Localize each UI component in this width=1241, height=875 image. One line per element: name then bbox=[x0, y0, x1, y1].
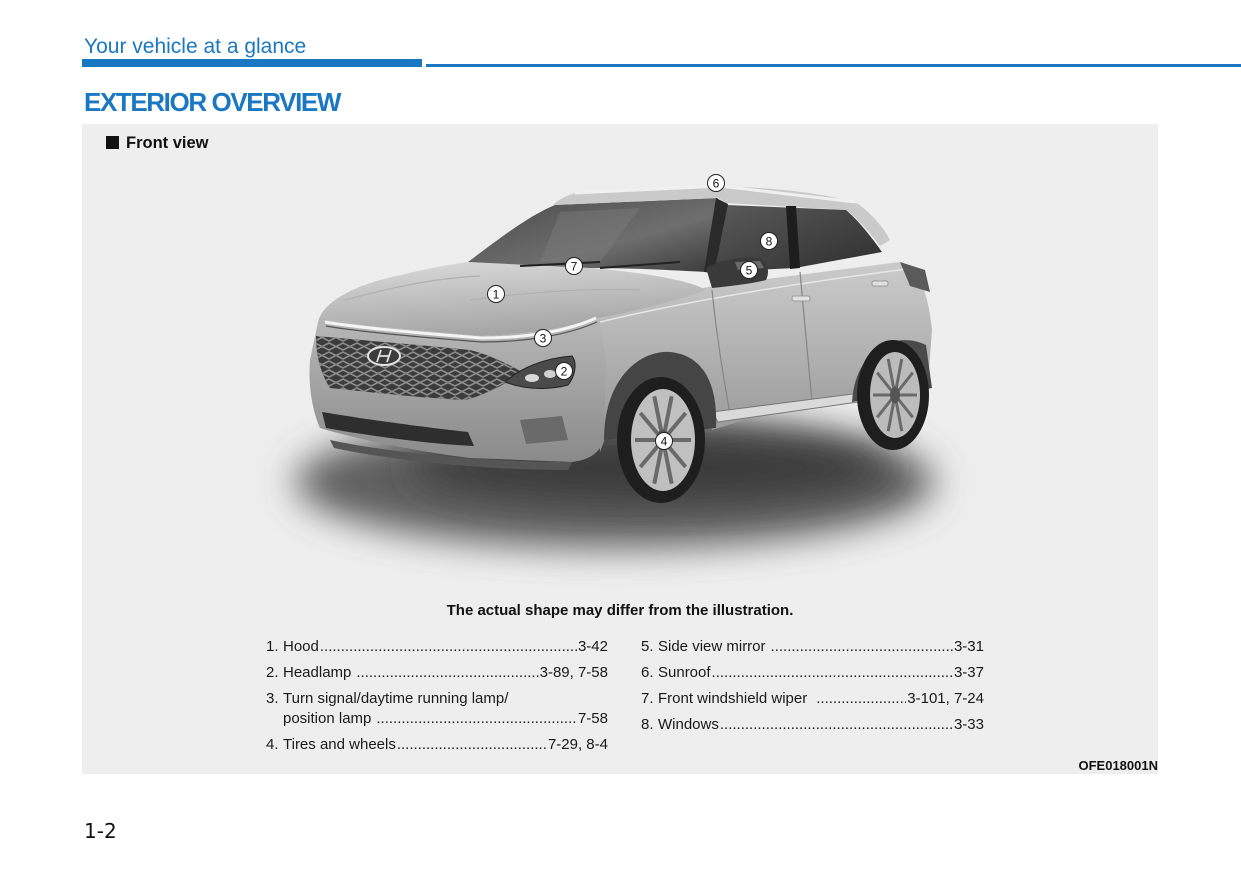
legend-item-pages: 7-29, 8-4 bbox=[547, 736, 608, 753]
legend-right-column bbox=[641, 637, 984, 741]
svg-text:8: 8 bbox=[765, 234, 773, 249]
car-rear-wheel bbox=[857, 340, 929, 450]
svg-text:5: 5 bbox=[745, 263, 753, 278]
legend-item-number: 8. bbox=[641, 716, 654, 733]
legend-item-4 bbox=[266, 735, 608, 755]
legend-item-label: Tires and wheels bbox=[283, 736, 396, 753]
legend-item-3 bbox=[266, 689, 608, 709]
page-number: 1-2 bbox=[84, 819, 117, 843]
legend-item-pages: 3-101, 7-24 bbox=[907, 690, 984, 707]
illustration-code: OFE018001N bbox=[1078, 758, 1158, 773]
legend-item-number: 7. bbox=[641, 690, 654, 707]
legend-item-pages: 3-42 bbox=[577, 638, 608, 655]
callout-1 bbox=[488, 286, 505, 303]
legend-item-number: 3. bbox=[266, 690, 279, 707]
svg-text:3: 3 bbox=[539, 331, 547, 346]
dot-leader bbox=[816, 689, 906, 709]
callout-2 bbox=[556, 363, 573, 380]
legend-item-label: Front windshield wiper bbox=[658, 690, 808, 707]
callout-7 bbox=[566, 258, 583, 275]
dot-leader bbox=[712, 663, 953, 683]
legend-left-column bbox=[266, 637, 608, 761]
legend-item-number: 2. bbox=[266, 664, 279, 681]
legend-item-label: Windows bbox=[658, 716, 719, 733]
legend-item-label-continued: position lamp bbox=[283, 710, 372, 727]
dot-leader bbox=[771, 637, 953, 657]
svg-text:6: 6 bbox=[712, 176, 720, 191]
legend-item-7 bbox=[641, 689, 984, 709]
page-title: EXTERIOR OVERVIEW bbox=[84, 87, 340, 117]
legend-item-6 bbox=[641, 663, 984, 683]
car-logo bbox=[368, 347, 400, 365]
legend-item-3-continued bbox=[266, 709, 608, 729]
legend-item-number: 5. bbox=[641, 638, 654, 655]
bullet-square-icon bbox=[106, 136, 119, 149]
legend-item-label: Hood bbox=[283, 638, 319, 655]
legend-item-label: Sunroof bbox=[658, 664, 711, 681]
legend-item-label: Headlamp bbox=[283, 664, 352, 681]
legend-item-label: Turn signal/daytime running lamp/ bbox=[283, 690, 509, 707]
dot-leader bbox=[320, 637, 577, 657]
legend-item-pages: 3-37 bbox=[953, 664, 984, 681]
legend-item-label: Side view mirror bbox=[658, 638, 766, 655]
figure-subtitle: Front view bbox=[126, 134, 209, 152]
legend-item-1 bbox=[266, 637, 608, 657]
svg-text:2: 2 bbox=[560, 364, 568, 379]
callout-6 bbox=[708, 175, 725, 192]
header-rule-thick bbox=[82, 59, 422, 67]
legend-item-number: 4. bbox=[266, 736, 279, 753]
callout-3 bbox=[535, 330, 552, 347]
svg-text:4: 4 bbox=[660, 434, 668, 449]
dot-leader bbox=[376, 709, 577, 729]
legend-item-2 bbox=[266, 663, 608, 683]
figure-caption: The actual shape may differ from the illustration. bbox=[446, 602, 794, 619]
svg-text:1: 1 bbox=[492, 287, 500, 302]
dot-leader bbox=[356, 663, 538, 683]
callout-5 bbox=[741, 262, 758, 279]
callout-4 bbox=[656, 433, 673, 450]
dot-leader bbox=[397, 735, 547, 755]
vehicle-illustration bbox=[82, 124, 1158, 774]
legend-item-pages: 3-89, 7-58 bbox=[539, 664, 608, 681]
header-rule-thin bbox=[426, 64, 1241, 67]
car-fog-area bbox=[520, 416, 568, 444]
legend-item-pages: 3-31 bbox=[953, 638, 984, 655]
legend-item-5 bbox=[641, 637, 984, 657]
svg-text:7: 7 bbox=[570, 259, 578, 274]
legend-item-number: 1. bbox=[266, 638, 279, 655]
section-title: Your vehicle at a glance bbox=[84, 35, 307, 58]
legend-item-8 bbox=[641, 715, 984, 735]
callout-8 bbox=[761, 233, 778, 250]
legend-item-number: 6. bbox=[641, 664, 654, 681]
car-door-handle-rear bbox=[872, 281, 888, 286]
legend-item-pages: 3-33 bbox=[953, 716, 984, 733]
legend-item-pages: 7-58 bbox=[577, 710, 608, 727]
car-door-handle-front bbox=[792, 296, 810, 301]
dot-leader bbox=[720, 715, 953, 735]
